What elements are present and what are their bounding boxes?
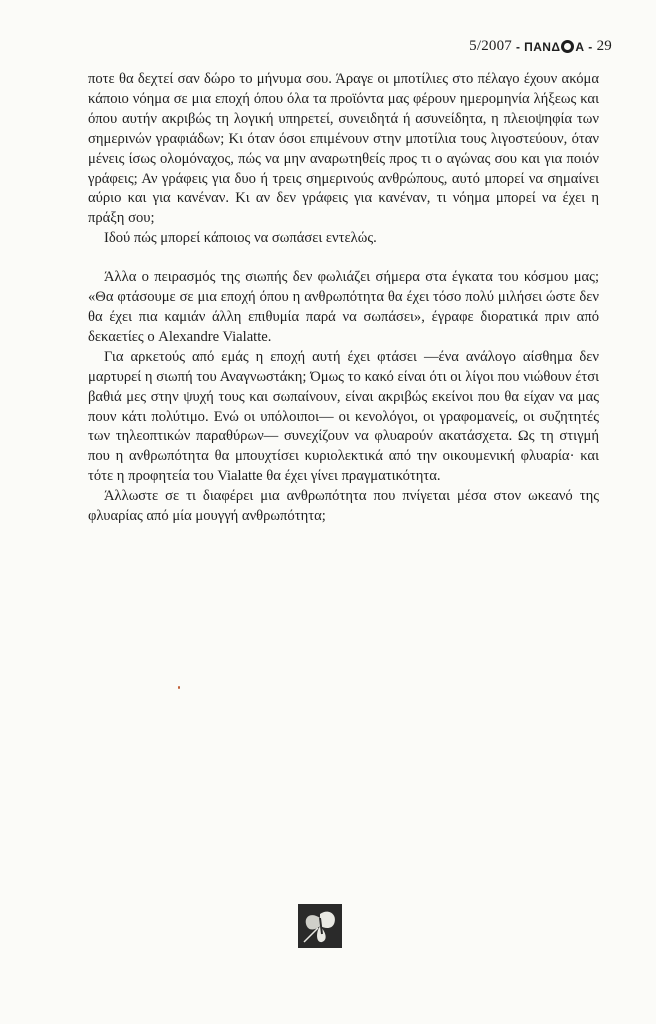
title-prefix: ΠΑΝΔ <box>524 39 561 54</box>
paragraph-1: ποτε θα δεχτεί σαν δώρο το μήνυμα σου. Άραγε οι μποτίλιες στο πέλαγο έχουν ακόμα κάποιο νόημα σε μια εποχή όπου όλα τα προϊόντα μας φέρουν ημερομηνία λήξεως και όπου αυτήν ακριβώς τη λογική υπηρετεί, συνειδητά ή ασυνείδητα, η πλειοψηφία των σημερινών γραφιάδων; Κι όταν όσοι επιμένουν στην μποτίλια τους λιγοστεύουν, όταν μένεις ίσως ολομόναχος, πώς να μην αναρωτηθείς προς τι ο αγώνας σου και για ποιόν γράφεις; Αν γράφεις για δυο ή τρεις σημερινούς ανθρώπους, αυτό μπορεί να σημαίνει αύριο και για κανέναν. Κι αν δεν γράφεις για κανέναν, τι νόημα μπορεί να έχει η πράξη σου; <box>88 71 599 227</box>
body-text <box>88 70 599 527</box>
paragraph-5: Άλλωστε σε τι διαφέρει μια ανθρωπότητα που πνίγεται μέσα στον ωκεανό της φλυαρίας από μία μουγγή ανθρωπότητα; <box>88 488 599 525</box>
paragraph-2: Ιδού πώς μπορεί κάποιος να σωπάσει εντελώς. <box>104 230 377 247</box>
paragraph-3: Άλλα ο πειρασμός της σιωπής δεν φωλιάζει σήμερα στα έγκατα του κόσμου μας; «Θα φτάσουμε σε μια εποχή όπου η ανθρωπότητα θα έχει τόσο πολύ μιλήσει ώστε δεν θα έχει πια καμιάν άλλη επιθυμία παρά να σωπάσει», έγραφε διορατικά πριν από δεκαετίες ο Alexandre Vialatte. <box>88 269 599 345</box>
issue-number: 5/2007 <box>469 38 512 54</box>
paper-speck <box>178 686 180 689</box>
journal-title <box>516 40 593 54</box>
title-suffix: Α <box>575 39 585 54</box>
running-header <box>469 38 612 55</box>
circle-logo-icon <box>561 40 574 53</box>
title-dash-left: - <box>516 39 521 54</box>
paragraph-4: Για αρκετούς από εμάς η εποχή αυτή έχει φτάσει —ένα ανάλογο αίσθημα δεν μαρτυρεί η σιωπή του Αναγνωστάκη; Όμως το κακό είναι ότι οι λίγοι που νιώθουν έτσι βαθιά μες στην ψυχή τους και σωπαίνουν, είναι ακριβώς εκείνοι που θα είχαν να μας πουν κάτι πολύτιμο. Ενώ οι υπόλοιποι— οι κενολόγοι, οι γραφομανείς, οι συζητητές των τηλεοπτικών παραθύρων— συνεχίζουν να φλυαρούν ακατάσχετα. Ως τη στιγμή που η ανθρωπότητα θα μπουχτίσει κυριολεκτικά από την οικουμενική φλυαρία· και τότε η προφητεία του Vialatte θα έχει γίνει πραγματικότητα. <box>88 348 599 485</box>
title-dash-right: - <box>588 39 593 54</box>
butterfly-emblem-icon <box>298 904 342 948</box>
page-number: 29 <box>596 38 612 54</box>
